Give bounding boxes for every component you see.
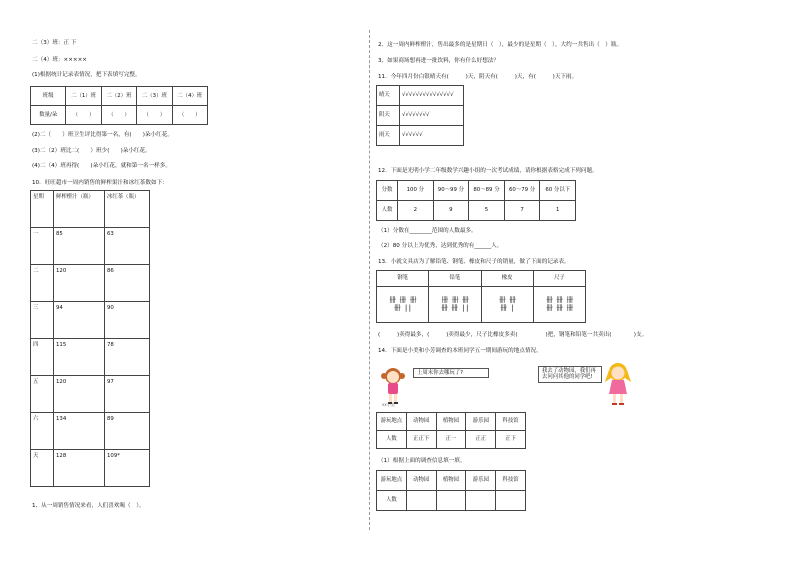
sales-day: 三: [31, 302, 54, 339]
sales-day: 五: [31, 376, 54, 413]
column-divider: [369, 30, 370, 530]
stationery-header: 钢笔: [377, 271, 429, 287]
stationery-table: [376, 270, 586, 323]
q14-title: 14．下面是小美和小芳调查的本班同学五一期间游玩的地点情况。: [378, 348, 542, 354]
girl-caption: xx小美: [382, 402, 395, 407]
speech-bubble-left: 上周末你去哪玩了?: [413, 368, 489, 378]
trip2-answer-cell[interactable]: [496, 491, 526, 511]
sales-juice: 120: [54, 265, 105, 302]
sales-header-cell: 鲜榨橙汁（瓶）: [54, 191, 105, 228]
q2-text: (2)二（ ）班卫生评比得第一名，有( )朵小红花。: [32, 132, 173, 138]
trip-tally: 正正: [466, 431, 496, 449]
sales-tea: 90: [105, 302, 150, 339]
sales-juice: 85: [54, 228, 105, 265]
sales-juice: 94: [54, 302, 105, 339]
sales-day: 天: [31, 450, 54, 487]
sales-table: [30, 190, 150, 487]
q1-answer-cell[interactable]: （ ）: [172, 106, 207, 125]
weather-label: 雨天: [377, 126, 400, 146]
weather-marks: √√√√√√√√: [400, 106, 464, 126]
speech-bubble-right: 我去了动物园，我们再去问问其他的同学吧!: [538, 366, 602, 383]
class4-record: 二（4）班：×××××: [32, 57, 87, 63]
q1-table: [30, 86, 208, 125]
q1-answer-cell[interactable]: （ ）: [101, 106, 136, 125]
trip-header: 动物园: [406, 413, 436, 431]
trip-row-label: 人数: [377, 431, 407, 449]
q1-header-cell: 二（1）班: [66, 87, 101, 106]
trip-tally: 正下: [496, 431, 526, 449]
score-header-cell: 90～99 分: [433, 181, 469, 201]
stationery-header: 铅笔: [429, 271, 481, 287]
score-value: 2: [398, 201, 434, 221]
stationery-header: 尺子: [533, 271, 585, 287]
q10-title: 10．旺旺超市一周内销售的鲜榨果汁和冰红茶数如下：: [32, 180, 168, 186]
trip2-answer-cell[interactable]: [436, 491, 466, 511]
q14-sub1: （1）根据上面的调查信息填一填。: [378, 458, 466, 464]
q4-text: (4)二（4）班再得( )朵小红花，就和第一名一样多。: [32, 163, 171, 169]
trip2-header: 植物园: [436, 471, 466, 491]
q10-sub3: 3、如果商场想再进一批饮料，你有什么好想法？: [378, 58, 500, 64]
stationery-header: 橡皮: [481, 271, 533, 287]
girl-xiaofang-illustration: [602, 362, 634, 408]
sales-tea: 86: [105, 265, 150, 302]
score-value: 7: [504, 201, 540, 221]
q3-text: (3)二（2）班比二( ）班少( )朵小红花。: [32, 148, 151, 154]
score-table: [376, 180, 576, 221]
score-header-cell: 60～79 分: [504, 181, 540, 201]
sales-juice: 120: [54, 376, 105, 413]
sales-day: 四: [31, 339, 54, 376]
trip-table-2: [376, 470, 526, 511]
score-header-cell: 60 分以下: [540, 181, 576, 201]
q10-sub2: 2、这一周内鲜榨橙汁，售出最多的是星期日（ ），最少的是星期（ ），大约一共售出（ ）瓶。: [378, 42, 623, 48]
sales-tea: 109*: [105, 450, 150, 487]
trip2-row-label: 人数: [377, 491, 407, 511]
trip-header: 游乐园: [466, 413, 496, 431]
q12-sub2: （2）80 分以上为优秀，达到优秀的有______人。: [378, 243, 503, 249]
trip2-answer-cell[interactable]: [406, 491, 436, 511]
sales-day: 二: [31, 265, 54, 302]
score-header-cell: 80～89 分: [469, 181, 505, 201]
q1-answer-cell[interactable]: （ ）: [137, 106, 172, 125]
q1-header-cell: 二（2）班: [101, 87, 136, 106]
tally-cell: 卌 卌 卌 卌 ||: [377, 287, 429, 323]
q1-header-cell: 二（3）班: [137, 87, 172, 106]
sales-tea: 78: [105, 339, 150, 376]
q12-sub1: （1）分数在________范围的人数最多。: [378, 228, 477, 234]
trip-header: 植物园: [436, 413, 466, 431]
trip2-header: 游乐园: [466, 471, 496, 491]
q1-title: (1)根据统计记录表情况，把下表填写完整。: [32, 72, 141, 78]
trip-header: 科技馆: [496, 413, 526, 431]
q1-header-cell: 二（4）班: [172, 87, 207, 106]
q13-answer: ( )卖得最多，( )卖得最少，尺子比橡皮多卖( )把，钢笔和铅笔一共卖出( )支。: [378, 332, 648, 338]
trip2-answer-cell[interactable]: [466, 491, 496, 511]
sales-juice: 134: [54, 413, 105, 450]
weather-table: [376, 85, 464, 146]
score-row-label: 人数: [377, 201, 398, 221]
weather-label: 阴天: [377, 106, 400, 126]
score-value: 9: [433, 201, 469, 221]
score-value: 1: [540, 201, 576, 221]
girl-icon: [602, 362, 634, 408]
sales-tea: 63: [105, 228, 150, 265]
sales-header-cell: 冰红茶（瓶）: [105, 191, 150, 228]
q1-answer-cell[interactable]: （ ）: [66, 106, 101, 125]
sales-day: 一: [31, 228, 54, 265]
sales-day: 六: [31, 413, 54, 450]
trip2-header: 动物园: [406, 471, 436, 491]
q12-title: 12．下面是光明小学二年级数学兴趣小组的一次考试成绩，请你根据表格完成下列问题。: [378, 168, 598, 174]
tally-cell: 卌 卌 卌 卌 卌 ||: [429, 287, 481, 323]
q10-sub1: 1、从一周销售情况来看，人们喜欢喝（ ）。: [32, 503, 145, 509]
trip2-header: 游玩地点: [377, 471, 407, 491]
q13-title: 13．小就文具店为了解铅笔、钢笔、橡皮和尺子的销量，做了下面的记录表。: [378, 259, 570, 265]
tally-cell: 卌 卌 卌 |: [481, 287, 533, 323]
sales-tea: 89: [105, 413, 150, 450]
weather-marks: √√√√√√√√√√√√√√√: [400, 86, 464, 106]
score-header-cell: 分数: [377, 181, 398, 201]
weather-marks: √√√√√√: [400, 126, 464, 146]
q1-row-label: 数量/朵: [31, 106, 66, 125]
score-value: 5: [469, 201, 505, 221]
score-header-cell: 100 分: [398, 181, 434, 201]
trip-table-1: [376, 412, 526, 449]
sales-header-cell: 星期: [31, 191, 54, 228]
weather-label: 晴天: [377, 86, 400, 106]
trip-tally: 正一: [436, 431, 466, 449]
q11-title: 11．今年四月份白银晴天有( )天，阴天有( )天，有( )天下雨。: [378, 74, 578, 80]
trip-tally: 正正下: [406, 431, 436, 449]
sales-tea: 97: [105, 376, 150, 413]
trip2-header: 科技馆: [496, 471, 526, 491]
tally-cell: 卌 卌 卌 卌 卌 卌: [533, 287, 585, 323]
q1-header-cell: 班级: [31, 87, 66, 106]
class3-record: 二（3）班：正 下: [32, 40, 77, 46]
trip-header: 游玩地点: [377, 413, 407, 431]
sales-juice: 128: [54, 450, 105, 487]
sales-juice: 115: [54, 339, 105, 376]
